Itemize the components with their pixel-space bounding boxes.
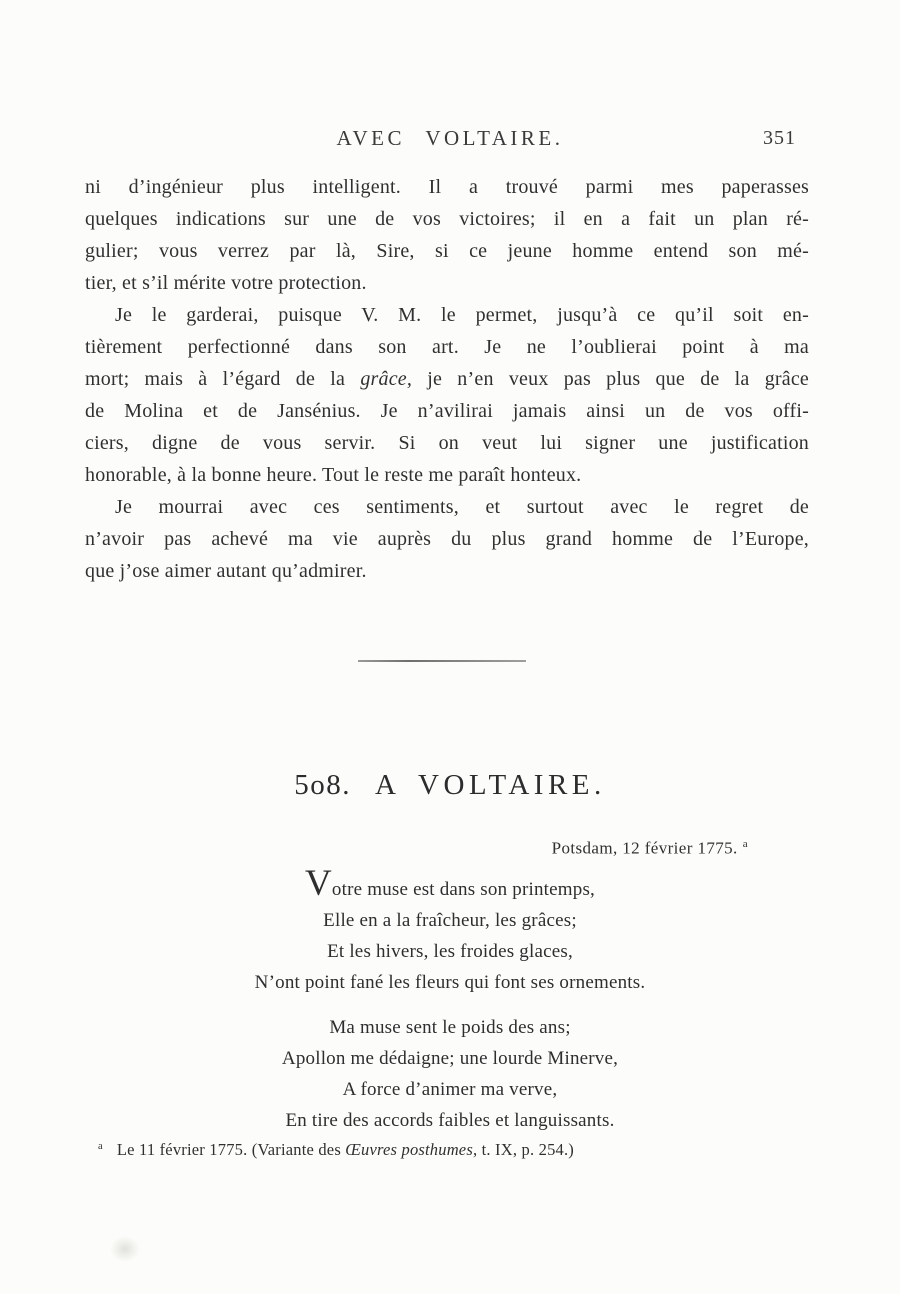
text-run: gulier; vous verrez par là, Sire, si ce jeune homme entend son mé- xyxy=(85,240,809,262)
text-run: Je mourrai avec ces sentiments, et surtout avec le regret de xyxy=(115,496,809,518)
text-run: je n’en veux pas plus que de la grâce xyxy=(412,368,809,390)
text-run: ciers, digne de vous servir. Si on veut lui signer une justification xyxy=(85,432,809,454)
running-title: AVEC VOLTAIRE. xyxy=(336,126,564,150)
dateline-text: Potsdam, 12 février 1775. xyxy=(551,838,738,858)
body-text-line xyxy=(85,203,809,235)
text-run: tier, et s’il mérite votre protection. xyxy=(85,272,367,294)
footnote xyxy=(85,1140,809,1160)
body-text-line xyxy=(85,395,809,427)
dateline xyxy=(552,838,748,859)
text-run: quelques indications sur une de vos victoires; il en a fait un plan ré- xyxy=(85,208,809,230)
poem-line: En tire des accords faibles et languissants. xyxy=(285,1110,615,1131)
text-run: ni d’ingénieur plus intelligent. Il a trouvé parmi mes paperasses xyxy=(85,176,809,198)
section-heading xyxy=(0,769,900,802)
text-run: Le 11 février 1775. (Variante des xyxy=(116,1140,346,1159)
text-run: mort; mais à l’égard de la xyxy=(85,368,361,390)
page-number: 351 xyxy=(763,127,796,149)
letter-number: 5o8. xyxy=(294,769,351,801)
body-text-line xyxy=(85,459,809,491)
poem-line: Ma muse sent le poids des ans; xyxy=(329,1017,571,1038)
text-run: , t. IX, p. 254.) xyxy=(472,1140,574,1159)
text-run: que j’ose aimer autant qu’admirer. xyxy=(85,560,367,582)
paper-smudge xyxy=(110,1236,140,1262)
text-run: de Molina et de Jansénius. Je n’avilirai jamais ainsi un de vos offi- xyxy=(85,400,809,422)
letter-title: A VOLTAIRE. xyxy=(374,769,606,801)
body-text-line xyxy=(85,523,809,555)
footnote-marker: a xyxy=(98,1140,103,1152)
body-text-line xyxy=(85,331,809,363)
body-text-line xyxy=(85,427,809,459)
poem-line: Votre muse est dans son printemps, xyxy=(305,863,595,904)
poem-stanza xyxy=(85,1012,815,1136)
poem-stanza xyxy=(85,863,815,998)
poem-line: N’ont point fané les fleurs qui font ses ornements. xyxy=(254,972,646,993)
poem-line: Elle en a la fraîcheur, les grâces; xyxy=(323,910,577,931)
body-text-line xyxy=(85,267,809,299)
footnote-text xyxy=(117,1140,574,1159)
footnote-reference-mark: a xyxy=(742,838,748,850)
section-divider-rule xyxy=(358,660,526,662)
italic-text: Œuvres posthumes xyxy=(345,1140,473,1159)
poem-line: A force d’animer ma verve, xyxy=(342,1079,558,1100)
text-run: Je le garderai, puisque V. M. le permet, jusqu’à ce qu’il soit en- xyxy=(115,304,809,326)
body-text-line xyxy=(85,171,809,203)
text-run: n’avoir pas achevé ma vie auprès du plus grand homme de l’Europe, xyxy=(85,528,809,550)
body-text-line xyxy=(85,555,809,587)
body-text-line xyxy=(85,363,809,395)
letter-body-text xyxy=(85,171,809,587)
poem-line: Et les hivers, les froides glaces, xyxy=(327,941,573,962)
body-text-line xyxy=(85,491,809,523)
italic-text: grâce, xyxy=(360,368,413,390)
text-run: honorable, à la bonne heure. Tout le reste me paraît honteux. xyxy=(85,464,582,486)
body-text-line xyxy=(85,235,809,267)
poem xyxy=(85,863,815,1150)
body-text-line xyxy=(85,299,809,331)
text-run: tièrement perfectionné dans son art. Je ne l’oublierai point à ma xyxy=(85,336,809,358)
poem-line: Apollon me dédaigne; une lourde Minerve, xyxy=(281,1048,619,1069)
